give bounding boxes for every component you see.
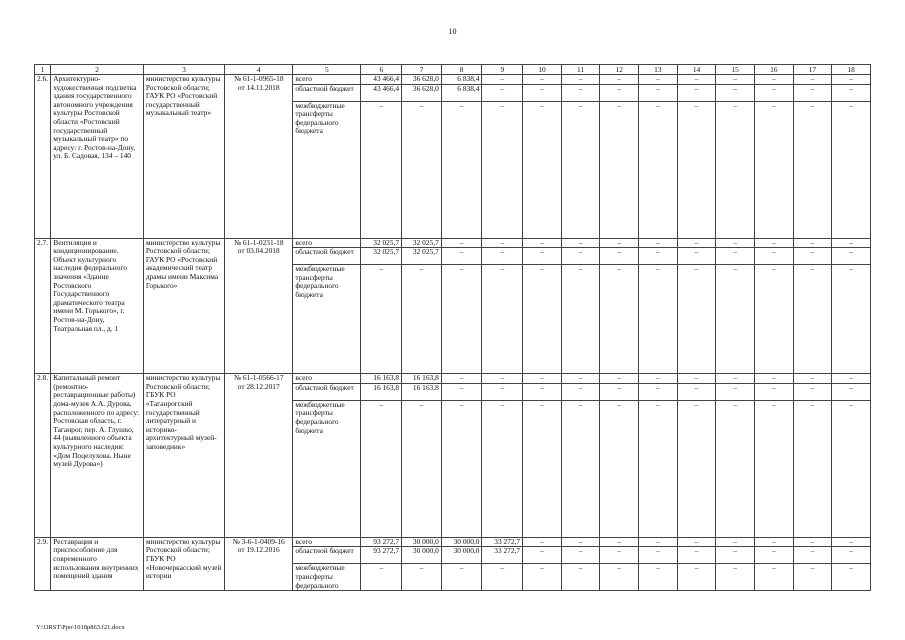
- amount-cell: –: [832, 383, 871, 400]
- amount-year-2: –: [441, 564, 482, 591]
- amount-cell: –: [677, 564, 716, 591]
- amount-cell: –: [600, 547, 639, 564]
- amount-cell: –: [561, 537, 600, 547]
- amount-cell: –: [639, 238, 678, 248]
- amount-cell: –: [561, 84, 600, 101]
- amount-year-3: 33 272,7: [482, 537, 523, 547]
- amount-cell: –: [716, 383, 755, 400]
- amount-cell: –: [716, 400, 755, 537]
- item-number: 2.9.: [35, 537, 51, 590]
- amount-cell: –: [639, 101, 678, 238]
- amount-year-3: –: [482, 400, 523, 537]
- amount-cell: –: [754, 101, 793, 238]
- amount-year-1: 30 000,0: [402, 547, 442, 564]
- amount-year-3: –: [482, 84, 523, 101]
- amount-total: 93 272,7: [361, 537, 402, 547]
- amount-cell: –: [754, 248, 793, 265]
- item-executor: министерство культуры Ростовской области; ГБУК РО «Новочеркасский музей истории: [143, 537, 224, 590]
- amount-cell: –: [832, 265, 871, 374]
- amount-cell: –: [716, 537, 755, 547]
- funding-source: межбюджетные трансферты федерального бюджета: [293, 101, 361, 238]
- amount-cell: –: [754, 75, 793, 85]
- amount-cell: –: [600, 564, 639, 591]
- amount-total: 93 272,7: [361, 547, 402, 564]
- item-number: 2.6.: [35, 75, 51, 239]
- amount-cell: –: [523, 101, 562, 238]
- file-path-footer: Y:\ORST\Ppo\1018p863.f21.docx: [36, 624, 125, 631]
- amount-cell: –: [832, 238, 871, 248]
- amount-year-3: –: [482, 238, 523, 248]
- column-number: 8: [441, 65, 482, 75]
- amount-cell: –: [793, 547, 832, 564]
- amount-year-2: 6 838,4: [441, 84, 482, 101]
- amount-cell: –: [523, 248, 562, 265]
- amount-year-1: –: [402, 101, 442, 238]
- amount-cell: –: [754, 265, 793, 374]
- amount-year-2: 6 838,4: [441, 75, 482, 85]
- funding-source: всего: [293, 374, 361, 384]
- amount-cell: –: [600, 75, 639, 85]
- amount-cell: –: [793, 238, 832, 248]
- amount-cell: –: [793, 383, 832, 400]
- table-row: [35, 537, 871, 547]
- amount-cell: –: [600, 374, 639, 384]
- amount-cell: –: [677, 84, 716, 101]
- item-name: Капитальный ремонт (ремонтно-реставрационные работы) дома-музея А.А. Дурова, расположенного по адресу: Ростовская область, г. Таганрог, пер. А. Глушко, 44 (выявленного объекта культурного наследия: «Дом Поцелуховa. Ныне музей Дурова»): [51, 374, 144, 538]
- column-number: 3: [143, 65, 224, 75]
- amount-year-3: –: [482, 374, 523, 384]
- amount-cell: –: [523, 84, 562, 101]
- amount-total: 43 466,4: [361, 84, 402, 101]
- amount-cell: –: [832, 547, 871, 564]
- amount-year-1: 36 628,0: [402, 75, 442, 85]
- item-executor: министерство культуры Ростовской области; ГАУК РО «Ростовский академический театр драмы имени Максима Горького»: [143, 238, 224, 374]
- amount-cell: –: [561, 265, 600, 374]
- amount-year-2: –: [441, 374, 482, 384]
- column-number: 16: [754, 65, 793, 75]
- amount-cell: –: [561, 248, 600, 265]
- column-number-row: [35, 65, 871, 75]
- column-number: 2: [51, 65, 144, 75]
- item-number: 2.8.: [35, 374, 51, 538]
- amount-cell: –: [639, 75, 678, 85]
- amount-cell: –: [716, 84, 755, 101]
- amount-cell: –: [793, 400, 832, 537]
- table-row: [35, 238, 871, 248]
- amount-cell: –: [523, 383, 562, 400]
- amount-cell: –: [523, 400, 562, 537]
- funding-source: областной бюджет: [293, 383, 361, 400]
- amount-cell: –: [561, 75, 600, 85]
- amount-year-2: –: [441, 248, 482, 265]
- amount-year-2: –: [441, 400, 482, 537]
- amount-cell: –: [561, 564, 600, 591]
- document-date: от 28.12.2017: [237, 381, 280, 391]
- amount-cell: –: [677, 265, 716, 374]
- document-number: № 61-1-0566-17: [233, 373, 284, 383]
- amount-cell: –: [639, 400, 678, 537]
- amount-cell: –: [600, 238, 639, 248]
- amount-cell: –: [754, 547, 793, 564]
- amount-cell: –: [793, 75, 832, 85]
- amount-cell: –: [793, 84, 832, 101]
- budget-table: [34, 64, 871, 591]
- amount-total: –: [361, 400, 402, 537]
- amount-cell: –: [716, 547, 755, 564]
- amount-cell: –: [677, 75, 716, 85]
- item-document: [225, 75, 293, 239]
- amount-cell: –: [523, 374, 562, 384]
- amount-cell: –: [561, 101, 600, 238]
- amount-year-3: –: [482, 75, 523, 85]
- amount-year-2: –: [441, 238, 482, 248]
- amount-year-1: –: [402, 400, 442, 537]
- amount-cell: –: [677, 383, 716, 400]
- item-document: [225, 537, 293, 590]
- amount-year-3: –: [482, 101, 523, 238]
- amount-cell: –: [832, 248, 871, 265]
- amount-cell: –: [523, 547, 562, 564]
- amount-cell: –: [677, 547, 716, 564]
- amount-cell: –: [600, 84, 639, 101]
- amount-cell: –: [832, 537, 871, 547]
- amount-cell: –: [754, 238, 793, 248]
- funding-source: межбюджетные трансферты федерального бюджета: [293, 400, 361, 537]
- amount-cell: –: [754, 400, 793, 537]
- amount-cell: –: [716, 265, 755, 374]
- funding-source: областной бюджет: [293, 248, 361, 265]
- column-number: 17: [793, 65, 832, 75]
- column-number: 4: [225, 65, 293, 75]
- amount-cell: –: [561, 238, 600, 248]
- amount-cell: –: [561, 547, 600, 564]
- amount-total: 16 163,8: [361, 374, 402, 384]
- column-number: 11: [561, 65, 600, 75]
- amount-cell: –: [600, 383, 639, 400]
- amount-cell: –: [754, 374, 793, 384]
- amount-year-3: –: [482, 383, 523, 400]
- amount-cell: –: [639, 248, 678, 265]
- amount-cell: –: [793, 374, 832, 384]
- amount-cell: –: [639, 265, 678, 374]
- document-number: № 61-1-0965-18: [233, 74, 284, 83]
- item-name: Архитектурно-художественная подсветка здания государственного автономного учреждения культуры Ростовской области «Ростовский государственный музыкальный театр» по адресу: г. Ростов-на-Дону, ул. Б. Садовая, 134 – 140: [51, 75, 144, 239]
- amount-total: 32 025,7: [361, 248, 402, 265]
- amount-cell: –: [639, 537, 678, 547]
- amount-cell: –: [754, 84, 793, 101]
- funding-source: межбюджетные трансферты федерального бюджета: [293, 265, 361, 374]
- item-document: [225, 238, 293, 374]
- amount-year-2: –: [441, 265, 482, 374]
- amount-total: –: [361, 101, 402, 238]
- amount-cell: –: [832, 75, 871, 85]
- amount-cell: –: [754, 537, 793, 547]
- item-number: 2.7.: [35, 238, 51, 374]
- amount-cell: –: [523, 75, 562, 85]
- amount-cell: –: [600, 400, 639, 537]
- document-number: № 61-1-0231-18: [233, 238, 284, 247]
- amount-total: 43 466,4: [361, 75, 402, 85]
- column-number: 10: [523, 65, 562, 75]
- amount-cell: –: [523, 564, 562, 591]
- amount-cell: –: [639, 383, 678, 400]
- amount-year-1: 32 025,7: [402, 238, 442, 248]
- amount-cell: –: [716, 238, 755, 248]
- amount-cell: –: [561, 374, 600, 384]
- column-number: 18: [832, 65, 871, 75]
- amount-year-1: –: [402, 564, 442, 591]
- amount-cell: –: [677, 374, 716, 384]
- amount-year-2: 30 000,0: [441, 547, 482, 564]
- item-executor: министерство культуры Ростовской области; ГАУК РО «Ростовский государственный музыкальный театр»: [143, 75, 224, 239]
- column-number: 15: [716, 65, 755, 75]
- funding-source: всего: [293, 75, 361, 85]
- amount-cell: –: [639, 564, 678, 591]
- amount-cell: –: [793, 265, 832, 374]
- amount-year-2: –: [441, 383, 482, 400]
- amount-cell: –: [793, 248, 832, 265]
- item-document: [225, 374, 293, 538]
- amount-cell: –: [832, 400, 871, 537]
- column-number: 13: [639, 65, 678, 75]
- amount-cell: –: [600, 248, 639, 265]
- amount-cell: –: [716, 248, 755, 265]
- amount-cell: –: [600, 101, 639, 238]
- column-number: 6: [361, 65, 402, 75]
- amount-total: 32 025,7: [361, 238, 402, 248]
- amount-year-1: 30 000,0: [402, 537, 442, 547]
- amount-year-1: 36 628,0: [402, 84, 442, 101]
- amount-cell: –: [600, 537, 639, 547]
- amount-cell: –: [716, 101, 755, 238]
- document-date: от 14.11.2018: [237, 82, 280, 92]
- table-row: [35, 75, 871, 85]
- amount-cell: –: [716, 75, 755, 85]
- amount-cell: –: [677, 400, 716, 537]
- column-number: 12: [600, 65, 639, 75]
- amount-cell: –: [677, 238, 716, 248]
- amount-cell: –: [677, 537, 716, 547]
- column-number: 14: [677, 65, 716, 75]
- item-name: Вентиляция и кондиционирование. Объект культурного наследия федерального значения «Здание Ростовского Государственного драматического театра имени М. Горького», г. Ростов-на-Дону, Театральная пл., д. 1: [51, 238, 144, 374]
- amount-cell: –: [832, 84, 871, 101]
- amount-total: –: [361, 265, 402, 374]
- amount-cell: –: [832, 101, 871, 238]
- funding-source: всего: [293, 238, 361, 248]
- amount-cell: –: [600, 265, 639, 374]
- funding-source: всего: [293, 537, 361, 547]
- amount-cell: –: [677, 248, 716, 265]
- amount-year-2: 30 000,0: [441, 537, 482, 547]
- amount-cell: –: [716, 564, 755, 591]
- amount-cell: –: [523, 537, 562, 547]
- column-number: 1: [35, 65, 51, 75]
- amount-cell: –: [639, 547, 678, 564]
- amount-total: 16 163,8: [361, 383, 402, 400]
- page-number: 10: [448, 27, 457, 36]
- amount-year-1: 16 163,8: [402, 374, 442, 384]
- document-number: № 3-6-1-0409-16: [232, 537, 285, 546]
- amount-cell: –: [523, 265, 562, 374]
- amount-cell: –: [754, 564, 793, 591]
- amount-cell: –: [639, 374, 678, 384]
- document-date: от 03.04.2018: [237, 246, 280, 256]
- amount-cell: –: [561, 400, 600, 537]
- amount-year-3: –: [482, 564, 523, 591]
- amount-cell: –: [639, 84, 678, 101]
- funding-source: областной бюджет: [293, 547, 361, 564]
- amount-cell: –: [832, 564, 871, 591]
- document-date: от 19.12.2016: [237, 545, 280, 555]
- column-number: 5: [293, 65, 361, 75]
- amount-cell: –: [832, 374, 871, 384]
- amount-year-3: –: [482, 265, 523, 374]
- funding-source: межбюджетные трансферты федерального: [293, 564, 361, 591]
- table-row: [35, 374, 871, 384]
- amount-year-3: 33 272,7: [482, 547, 523, 564]
- amount-year-1: –: [402, 265, 442, 374]
- amount-cell: –: [677, 101, 716, 238]
- amount-cell: –: [793, 101, 832, 238]
- column-number: 7: [402, 65, 442, 75]
- amount-year-2: –: [441, 101, 482, 238]
- item-name: Реставрация и приспособление для современного использования внутренних помещений здания: [51, 537, 144, 590]
- amount-cell: –: [754, 383, 793, 400]
- amount-year-1: 16 163,8: [402, 383, 442, 400]
- amount-cell: –: [523, 238, 562, 248]
- amount-year-1: 32 025,7: [402, 248, 442, 265]
- column-number: 9: [482, 65, 523, 75]
- amount-year-3: –: [482, 248, 523, 265]
- funding-source: областной бюджет: [293, 84, 361, 101]
- amount-cell: –: [716, 374, 755, 384]
- amount-cell: –: [793, 537, 832, 547]
- amount-cell: –: [561, 383, 600, 400]
- amount-cell: –: [793, 564, 832, 591]
- amount-total: –: [361, 564, 402, 591]
- item-executor: министерство культуры Ростовской области; ГБУК РО «Таганрогский государственный литературный и историко-архитектурный музей-заповедник»: [143, 374, 224, 538]
